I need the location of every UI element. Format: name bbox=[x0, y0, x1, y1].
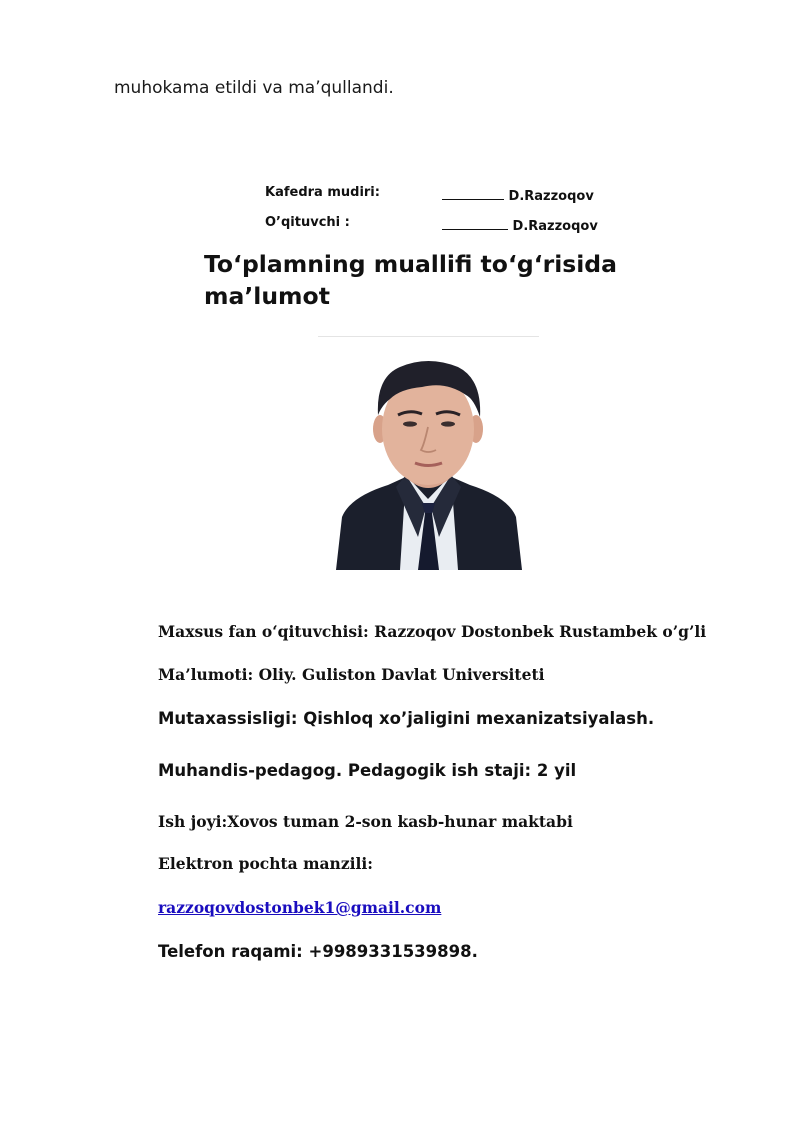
signature-line bbox=[442, 215, 508, 230]
portrait-image bbox=[318, 337, 539, 570]
signature-name: D.Razzoqov bbox=[512, 219, 598, 234]
signature-head bbox=[442, 185, 594, 204]
phone-number: Telefon raqami: +9989331539898. bbox=[158, 942, 478, 961]
intro-text: muhokama etildi va ma’qullandi. bbox=[114, 78, 394, 98]
email-label: Elektron pochta manzili: bbox=[158, 854, 374, 873]
email-link[interactable]: razzoqovdostonbek1@gmail.com bbox=[158, 898, 442, 917]
signature-label-head: Kafedra mudiri: bbox=[265, 185, 380, 200]
author-education: Ma’lumoti: Oliy. Guliston Davlat Universiteti bbox=[158, 665, 545, 684]
author-position: Maxsus fan o‘qituvchisi: Razzoqov Dostonbek Rustambek o’g’li bbox=[158, 622, 707, 641]
author-specialty: Mutaxassisligi: Qishloq xo’jaligini mexanizatsiyalash. bbox=[158, 709, 655, 728]
page-title: To‘plamning muallifi to‘g‘risida ma’lumot bbox=[204, 250, 617, 310]
signature-line bbox=[442, 185, 504, 200]
author-experience: Muhandis-pedagog. Pedagogik ish staji: 2 yil bbox=[158, 761, 577, 780]
signature-teacher bbox=[442, 215, 598, 234]
signature-label-teacher: O’qituvchi : bbox=[265, 215, 350, 230]
signature-name: D.Razzoqov bbox=[508, 189, 594, 204]
author-photo bbox=[318, 336, 539, 570]
author-workplace: Ish joyi:Xovos tuman 2-son kasb-hunar maktabi bbox=[158, 812, 573, 831]
